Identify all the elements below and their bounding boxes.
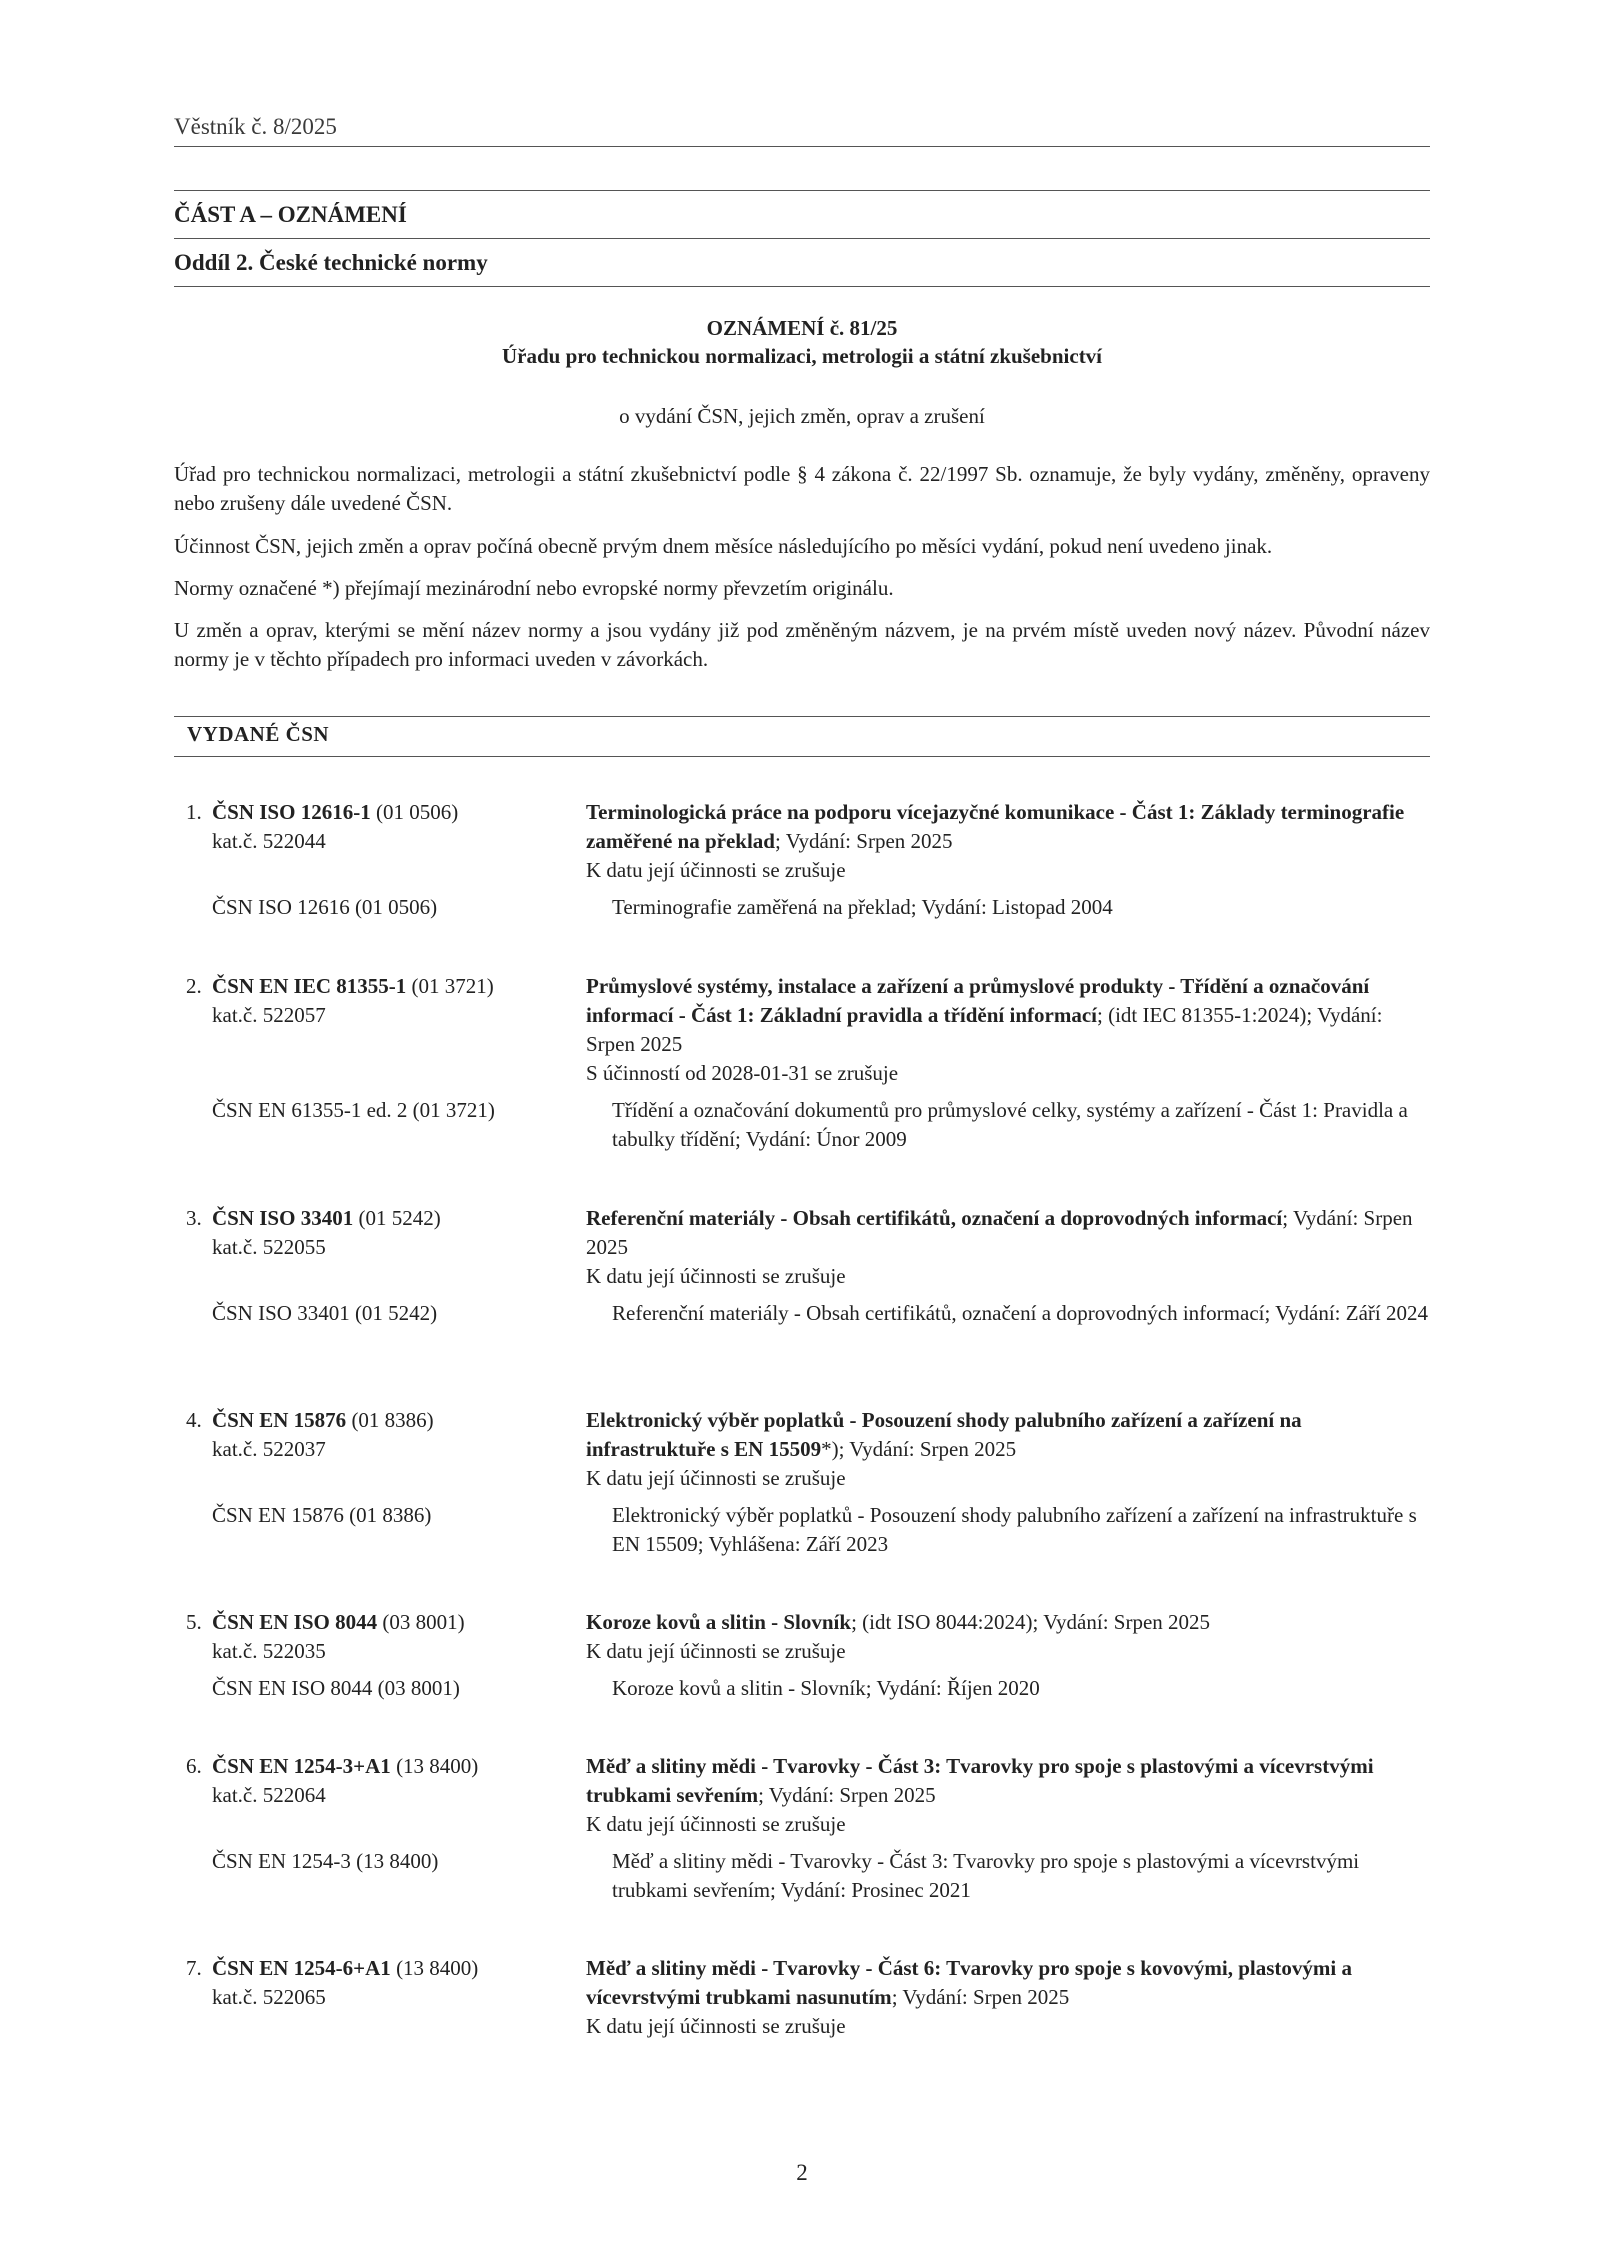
withdrawn-standard-title: Referenční materiály - Obsah certifikátů, označení a doprovodných informací; Vydání: Září 2024 xyxy=(612,1301,1428,1325)
catalog-number: kat.č. 522055 xyxy=(212,1235,326,1259)
list-heading: VYDANÉ ČSN xyxy=(187,722,330,746)
withdrawal-note: K datu její účinnosti se zrušuje xyxy=(586,1466,846,1490)
standard-title: Elektronický výběr poplatků - Posouzení shody palubního zařízení a zařízení na infrastruktuře s EN 15509 xyxy=(586,1408,1302,1461)
withdrawn-standard-title: Třídění a označování dokumentů pro průmyslové celky, systémy a zařízení - Část 1: Pravidla a tabulky třídění; Vydání: Únor 2009 xyxy=(612,1098,1408,1151)
standard-code: ČSN ISO 12616-1 xyxy=(212,800,371,824)
standard-issue: ; Vydání: Srpen 2025 xyxy=(586,1206,1413,1259)
standard-code: ČSN EN IEC 81355-1 xyxy=(212,974,407,998)
withdrawal-note: S účinností od 2028-01-31 se zrušuje xyxy=(586,1061,899,1085)
standard-issue: *); Vydání: Srpen 2025 xyxy=(821,1437,1017,1461)
page-number: 2 xyxy=(796,2160,808,2185)
catalog-number: kat.č. 522037 xyxy=(212,1437,326,1461)
list-heading-rule-top xyxy=(174,716,1430,717)
standard-title: Měď a slitiny mědi - Tvarovky - Část 6: Tvarovky pro spoje s kovovými, plastovými a vícevrstvými trubkami nasunutím xyxy=(586,1956,1352,2009)
standard-entry xyxy=(186,1406,1430,1559)
catalog-number: kat.č. 522044 xyxy=(212,829,326,853)
classification-number: (01 5242) xyxy=(353,1206,441,1230)
document-page xyxy=(174,0,1430,2263)
adoption-paragraph: Normy označené *) přejímají mezinárodní nebo evropské normy převzetím originálu. xyxy=(174,576,894,600)
standard-code: ČSN EN 15876 xyxy=(212,1408,347,1432)
standard-entry xyxy=(186,798,1430,922)
standard-issue: ; (idt ISO 8044:2024); Vydání: Srpen 2025 xyxy=(851,1610,1211,1634)
standard-issue: ; Vydání: Srpen 2025 xyxy=(774,829,953,853)
effectivity-paragraph: Účinnost ČSN, jejich změn a oprav počíná obecně prvým dnem měsíce následujícího po měsíci vydání, pokud není uvedeno jinak. xyxy=(174,534,1273,558)
classification-number: (13 8400) xyxy=(390,1754,479,1778)
classification-number: (03 8001) xyxy=(377,1610,465,1634)
intro-paragraph: Úřad pro technickou normalizaci, metrologii a státní zkušebnictví podle § 4 zákona č. 22/1997 Sb. oznamuje, že byly vydány, změněny, opraveny nebo zrušeny dále uvedené ČSN. xyxy=(174,462,1430,515)
catalog-number: kat.č. 522065 xyxy=(212,1985,326,2009)
section-title: Oddíl 2. České technické normy xyxy=(174,250,488,275)
standard-entry xyxy=(186,1608,1430,1703)
withdrawn-standard-code: ČSN EN 61355-1 ed. 2 (01 3721) xyxy=(212,1098,495,1122)
withdrawal-note: K datu její účinnosti se zrušuje xyxy=(586,1264,846,1288)
withdrawn-standard-title: Terminografie zaměřená na překlad; Vydání: Listopad 2004 xyxy=(612,895,1113,919)
entry-number: 5. xyxy=(186,1610,202,1634)
announcement-title: OZNÁMENÍ č. 81/25 xyxy=(706,316,898,340)
catalog-number: kat.č. 522057 xyxy=(212,1003,326,1027)
part-title: ČÁST A – OZNÁMENÍ xyxy=(174,202,407,227)
standard-title: Referenční materiály - Obsah certifikátů, označení a doprovodných informací xyxy=(586,1206,1283,1230)
title-change-paragraph: U změn a oprav, kterými se mění název normy a jsou vydány již pod změněným názvem, je na prvém místě uveden nový název. Původní název normy je v těchto případech pro informaci uveden v závorkách. xyxy=(174,618,1430,671)
withdrawal-note: K datu její účinnosti se zrušuje xyxy=(586,858,846,882)
standard-title: Terminologická práce na podporu vícejazyčné komunikace - Část 1: Základy terminografie zaměřené na překlad xyxy=(586,800,1405,853)
part-rule-bottom xyxy=(174,238,1430,239)
standard-code: ČSN EN ISO 8044 xyxy=(212,1610,378,1634)
entry-number: 3. xyxy=(186,1206,202,1230)
classification-number: (13 8400) xyxy=(390,1956,479,1980)
entry-number: 6. xyxy=(186,1754,202,1778)
standard-entry xyxy=(186,1752,1430,1905)
running-header: Věstník č. 8/2025 xyxy=(174,114,337,139)
withdrawal-note: K datu její účinnosti se zrušuje xyxy=(586,2014,846,2038)
standard-code: ČSN ISO 33401 xyxy=(212,1206,354,1230)
standard-code: ČSN EN 1254-3+A1 xyxy=(212,1754,391,1778)
entry-number: 7. xyxy=(186,1956,202,1980)
withdrawn-standard-code: ČSN EN ISO 8044 (03 8001) xyxy=(212,1676,460,1700)
standard-entry xyxy=(186,972,1430,1154)
withdrawn-standard-code: ČSN EN 15876 (01 8386) xyxy=(212,1503,432,1527)
announcement-subject: o vydání ČSN, jejich změn, oprav a zrušení xyxy=(619,404,985,428)
withdrawn-standard-title: Měď a slitiny mědi - Tvarovky - Část 3: Tvarovky pro spoje s plastovými a vícevrstvými trubkami sevřením; Vydání: Prosinec 2021 xyxy=(612,1849,1360,1902)
standard-issue: ; Vydání: Srpen 2025 xyxy=(891,1985,1070,2009)
standard-entry xyxy=(186,1954,1430,2041)
classification-number: (01 3721) xyxy=(406,974,494,998)
entry-number: 1. xyxy=(186,800,202,824)
standard-issue: ; Vydání: Srpen 2025 xyxy=(758,1783,936,1807)
classification-number: (01 8386) xyxy=(346,1408,434,1432)
withdrawn-standard-title: Koroze kovů a slitin - Slovník; Vydání: Říjen 2020 xyxy=(612,1676,1040,1700)
list-heading-rule-bottom xyxy=(174,756,1430,757)
entry-number: 4. xyxy=(186,1408,202,1432)
withdrawal-note: K datu její účinnosti se zrušuje xyxy=(586,1639,846,1663)
header-rule xyxy=(174,146,1430,147)
withdrawal-note: K datu její účinnosti se zrušuje xyxy=(586,1812,846,1836)
part-rule-top xyxy=(174,190,1430,191)
standard-code: ČSN EN 1254-6+A1 xyxy=(212,1956,391,1980)
section-rule xyxy=(174,286,1430,287)
announcement-authority: Úřadu pro technickou normalizaci, metrologii a státní zkušebnictví xyxy=(501,344,1103,368)
standard-issue: ; (idt IEC 81355-1:2024); Vydání: Srpen 2025 xyxy=(586,1003,1383,1056)
standard-title: Průmyslové systémy, instalace a zařízení a průmyslové produkty - Třídění a označování informací - Část 1: Základní pravidla a třídění informací xyxy=(586,974,1370,1027)
standard-entry xyxy=(186,1204,1430,1328)
standard-title: Měď a slitiny mědi - Tvarovky - Část 3: Tvarovky pro spoje s plastovými a vícevrstvými trubkami sevřením xyxy=(586,1754,1374,1807)
withdrawn-standard-code: ČSN ISO 33401 (01 5242) xyxy=(212,1301,438,1325)
catalog-number: kat.č. 522064 xyxy=(212,1783,326,1807)
classification-number: (01 0506) xyxy=(370,800,459,824)
entry-number: 2. xyxy=(186,974,202,998)
withdrawn-standard-code: ČSN ISO 12616 (01 0506) xyxy=(212,895,438,919)
withdrawn-standard-code: ČSN EN 1254-3 (13 8400) xyxy=(212,1849,439,1873)
withdrawn-standard-title: Elektronický výběr poplatků - Posouzení shody palubního zařízení a zařízení na infrastruktuře s EN 15509; Vyhlášena: Září 2023 xyxy=(612,1503,1417,1556)
standard-title: Koroze kovů a slitin - Slovník xyxy=(586,1610,852,1634)
catalog-number: kat.č. 522035 xyxy=(212,1639,326,1663)
